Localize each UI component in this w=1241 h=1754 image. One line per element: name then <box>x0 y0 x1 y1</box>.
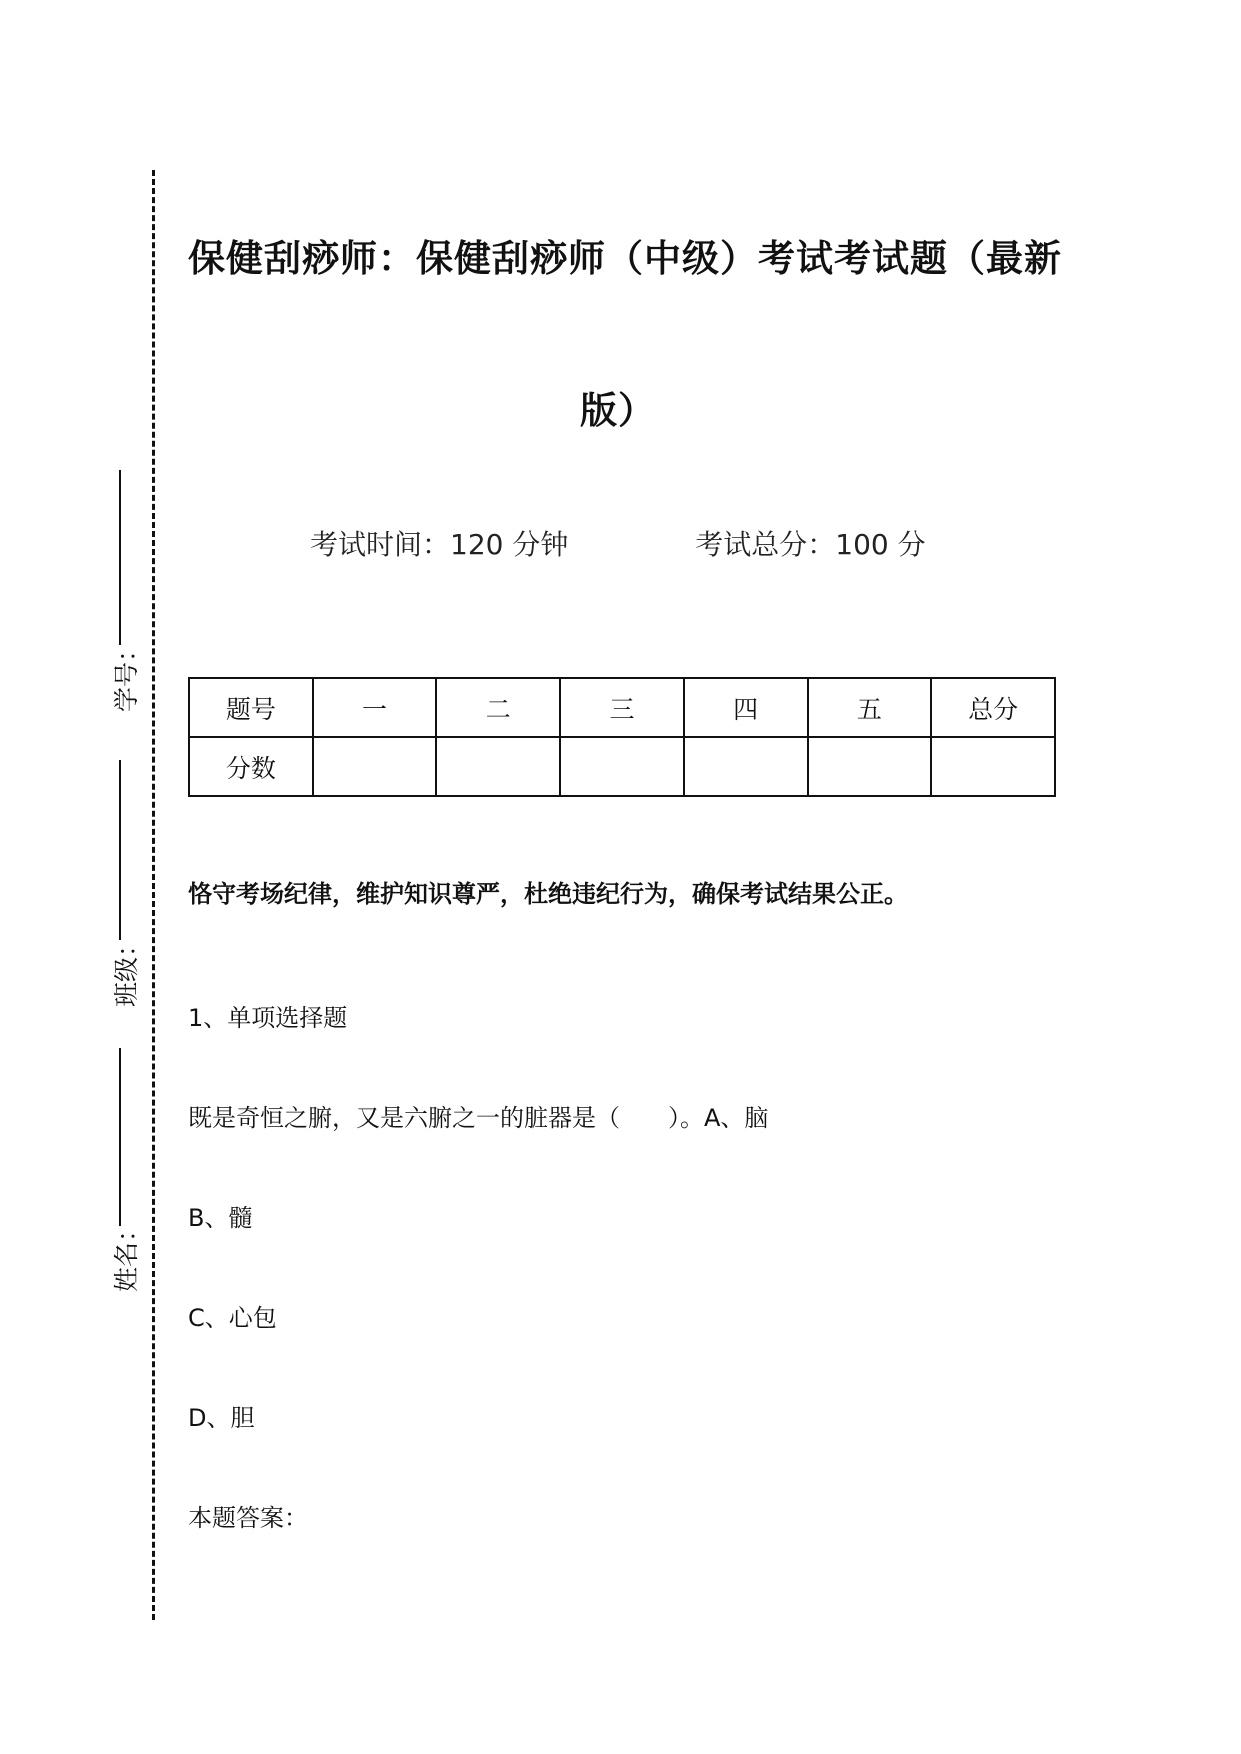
score-cell[interactable] <box>313 737 437 796</box>
class-field <box>107 928 143 1038</box>
row-label-cell: 分数 <box>189 737 313 796</box>
section-heading: 1、单项选择题 <box>188 1004 348 1032</box>
header-cell: 题号 <box>189 678 313 737</box>
header-cell: 二 <box>436 678 560 737</box>
header-cell: 五 <box>808 678 932 737</box>
student-id-label: 学号： <box>112 637 141 713</box>
score-table <box>188 677 1056 797</box>
name-blank[interactable] <box>119 1048 121 1226</box>
score-table-header-row <box>189 678 1055 737</box>
score-table-score-row <box>189 737 1055 796</box>
score-cell[interactable] <box>436 737 560 796</box>
score-cell[interactable] <box>684 737 808 796</box>
option-c: C、心包 <box>188 1304 277 1332</box>
student-id-field <box>107 633 143 743</box>
option-d: D、胆 <box>188 1404 255 1432</box>
answer-label: 本题答案： <box>188 1504 308 1532</box>
exam-title-line1: 保健刮痧师：保健刮痧师（中级）考试考试题（最新 <box>188 237 1062 280</box>
exam-total-score: 考试总分：100 分 <box>695 528 926 561</box>
name-label: 姓名： <box>112 1217 141 1293</box>
class-label: 班级： <box>112 932 141 1008</box>
question-stem: 既是奇恒之腑，又是六腑之一的脏器是（ ）。A、脑 <box>188 1104 769 1132</box>
student-id-blank[interactable] <box>119 470 121 645</box>
class-blank[interactable] <box>119 760 121 940</box>
exam-title-line2: 版） <box>580 389 656 432</box>
exam-notice: 恪守考场纪律，维护知识尊严，杜绝违纪行为，确保考试结果公正。 <box>188 880 908 908</box>
name-field <box>107 1213 143 1323</box>
option-b: B、髓 <box>188 1204 253 1232</box>
score-cell[interactable] <box>560 737 684 796</box>
exam-info <box>310 523 1010 563</box>
header-cell: 总分 <box>931 678 1055 737</box>
exam-time: 考试时间：120 分钟 <box>310 528 569 561</box>
binding-dashed-line <box>152 170 155 1620</box>
header-cell: 一 <box>313 678 437 737</box>
score-cell[interactable] <box>931 737 1055 796</box>
header-cell: 四 <box>684 678 808 737</box>
header-cell: 三 <box>560 678 684 737</box>
score-cell[interactable] <box>808 737 932 796</box>
